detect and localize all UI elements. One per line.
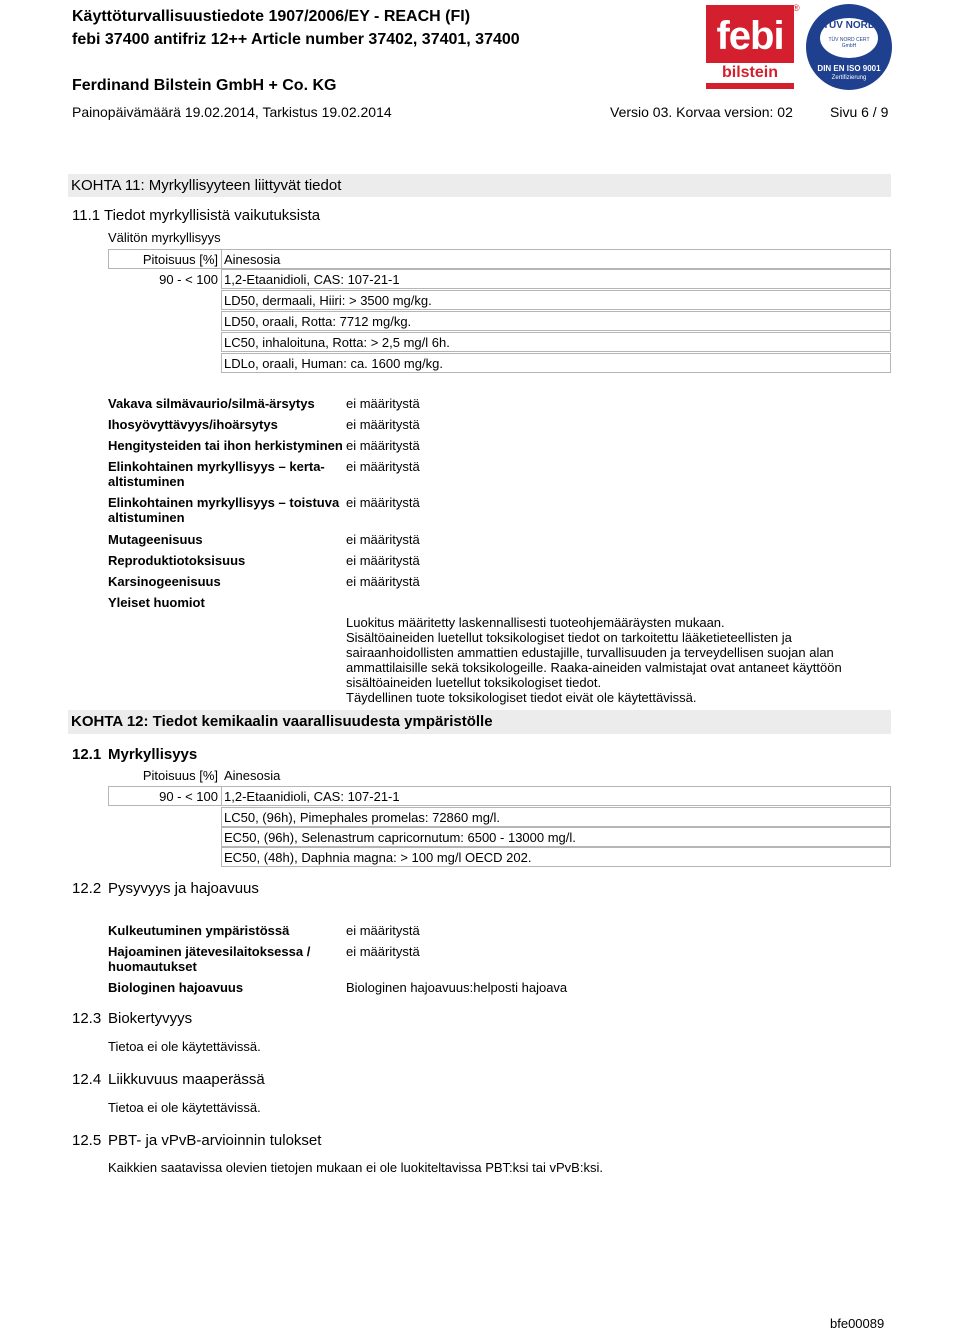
eco-value-row: EC50, (48h), Daphnia magna: > 100 mg/l OECD 202. [221, 847, 891, 867]
tuv-iso-label: DIN EN ISO 9001 [817, 64, 881, 73]
subsection-12-3-number: 12.3 [72, 1010, 102, 1027]
property-label: Reproduktiotoksisuus [108, 553, 246, 568]
tuv-nord-label: TÜV NORD [822, 20, 876, 31]
subsection-12-4-title: Liikkuvuus maaperässä [108, 1071, 265, 1088]
pbt-assessment-text: Kaikkien saatavissa olevien tietojen mukaan ei ole luokiteltavissa PBT:ksi tai vPvB:ksi. [108, 1160, 603, 1175]
degradation-value: Biologinen hajoavuus:helposti hajoava [346, 980, 568, 995]
page-number: Sivu 6 / 9 [830, 104, 889, 120]
bioaccumulation-text: Tietoa ei ole käytettävissä. [108, 1039, 261, 1054]
property-label: Vakava silmävaurio/silmä-ärsytys [108, 396, 315, 411]
tuv-sub-label: TÜV NORD CERT GmbH [828, 37, 870, 49]
soil-mobility-text: Tietoa ei ole käytettävissä. [108, 1100, 261, 1115]
substance-name: 1,2-Etaanidioli, CAS: 107-21-1 [221, 786, 891, 806]
tox-value-row: LDLo, oraali, Human: ca. 1600 mg/kg. [221, 353, 891, 373]
property-value: ei määritystä [346, 553, 420, 568]
substance-name: 1,2-Etaanidioli, CAS: 107-21-1 [221, 269, 891, 289]
subsection-12-1-number: 12.1 [72, 746, 102, 763]
remark-line: Sisältöaineiden luetellut toksikologiset tiedot on tarkoitettu lääketieteellisten ja [346, 630, 792, 645]
concentration-range: 90 - < 100 [159, 272, 218, 287]
subsection-12-1-title: Myrkyllisyys [108, 746, 198, 763]
tuv-bottom-label: Zertifizierung [831, 75, 867, 81]
property-value: ei määritystä [346, 532, 420, 547]
febi-bilstein-logo [706, 5, 794, 89]
column-header-substance: Ainesosia [224, 768, 281, 783]
document-title: Käyttöturvallisuustiedote 1907/2006/EY - REACH (FI) [72, 8, 471, 25]
degradation-label: Hajoaminen jätevesilaitoksessa / huomautukset [108, 944, 311, 974]
general-remarks [346, 615, 842, 705]
property-label: Karsinogeenisuus [108, 574, 221, 589]
subsection-12-4-number: 12.4 [72, 1071, 102, 1088]
column-header-substance: Ainesosia [221, 249, 891, 269]
property-label: Elinkohtainen myrkyllisyys – kerta-altistuminen [108, 459, 325, 489]
remark-line: ammattilaisille sekä toksikologeille. Raaka-aineiden valmistajat ovat antaneet käyttöön [346, 660, 842, 675]
febi-logo-text: febi [716, 14, 784, 58]
property-value: ei määritystä [346, 438, 420, 453]
subsection-12-5-title: PBT- ja vPvB-arvioinnin tulokset [108, 1132, 322, 1149]
registered-mark: ® [793, 3, 800, 13]
remark-line: Luokitus määritetty laskennallisesti tuoteohjemääräysten mukaan. [346, 615, 725, 630]
remark-line: sairaanhoidollisten ammattien edustajille, turvallisuuden ja terveydellisen suojan alan [346, 645, 834, 660]
subsection-12-5-number: 12.5 [72, 1132, 102, 1149]
remark-line: Täydellinen tuote toksikologiset tiedot eivät ole käytettävissä. [346, 690, 697, 705]
tox-value-row: LD50, dermaali, Hiiri: > 3500 mg/kg. [221, 290, 891, 310]
bilstein-logo-text: bilstein [721, 64, 778, 81]
concentration-range: 90 - < 100 [108, 786, 222, 806]
subsection-12-3-title: Biokertyvyys [108, 1010, 193, 1027]
degradation-label: Kulkeutuminen ympäristössä [108, 923, 290, 938]
property-label: Yleiset huomiot [108, 595, 205, 610]
subsection-12-2-title: Pysyvyys ja hajoavuus [108, 880, 259, 897]
eco-value-row: EC50, (96h), Selenastrum capricornutum: 6500 - 13000 mg/l. [221, 827, 891, 847]
footer-document-code: bfe00089 [830, 1316, 885, 1331]
degradation-label: Biologinen hajoavuus [108, 980, 244, 995]
degradation-value: ei määritystä [346, 944, 420, 959]
property-label: Mutageenisuus [108, 532, 203, 547]
eco-value-row: LC50, (96h), Pimephales promelas: 72860 mg/l. [221, 807, 891, 827]
subsection-12-2-number: 12.2 [72, 880, 102, 897]
remark-line: sisältöaineiden luetellut toksikologiset tiedot. [346, 675, 602, 690]
subsection-11-1-title: 11.1 Tiedot myrkyllisistä vaikutuksista [72, 207, 321, 224]
property-value: ei määritystä [346, 495, 420, 510]
property-value: ei määritystä [346, 417, 420, 432]
property-label: Hengitysteiden tai ihon herkistyminen [108, 438, 343, 453]
tuv-nord-certification-badge [806, 4, 892, 90]
print-dates: Painopäivämäärä 19.02.2014, Tarkistus 19.02.2014 [72, 104, 392, 120]
acute-toxicity-label: Välitön myrkyllisyys [108, 230, 221, 245]
company-name: Ferdinand Bilstein GmbH + Co. KG [72, 77, 337, 94]
tox-value-row: LC50, inhaloituna, Rotta: > 2,5 mg/l 6h. [221, 332, 891, 352]
degradation-value: ei määritystä [346, 923, 420, 938]
column-header-concentration: Pitoisuus [%] [142, 768, 218, 783]
property-label: Ihosyövyttävyys/ihoärsytys [108, 417, 278, 432]
version-info: Versio 03. Korvaa version: 02 [610, 104, 793, 120]
property-label: Elinkohtainen myrkyllisyys – toistuva altistuminen [108, 495, 340, 525]
property-value: ei määritystä [346, 459, 420, 474]
product-title: febi 37400 antifriz 12++ Article number 37402, 37401, 37400 [72, 31, 520, 48]
column-header-concentration: Pitoisuus [%] [108, 249, 222, 269]
property-value: ei määritystä [346, 574, 420, 589]
tox-value-row: LD50, oraali, Rotta: 7712 mg/kg. [221, 311, 891, 331]
section-11-heading: KOHTA 11: Myrkyllisyyteen liittyvät tiedot [68, 174, 891, 197]
property-value: ei määritystä [346, 396, 420, 411]
section-12-heading: KOHTA 12: Tiedot kemikaalin vaarallisuudesta ympäristölle [68, 710, 891, 734]
